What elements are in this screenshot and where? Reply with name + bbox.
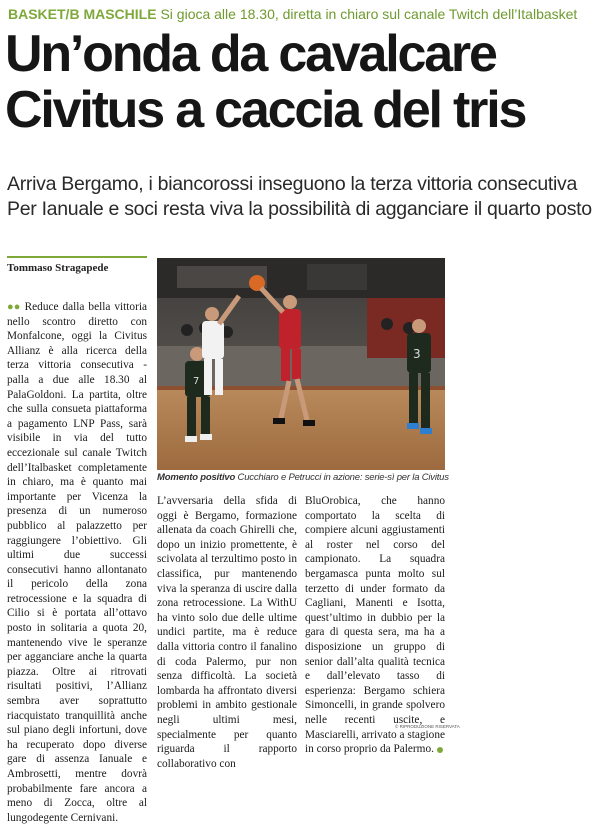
subheadline-line-2: Per Ianuale e soci resta viva la possibilità di agganciare il quarto posto xyxy=(7,198,592,220)
svg-text:7: 7 xyxy=(193,376,200,387)
copyright-notice: © RIPRODUZIONE RISERVATA xyxy=(395,724,460,729)
column-1-text: Reduce dalla bella vittoria nello scontro diretto con Monfalcone, oggi la Civitus Allianz è alla ricerca della terza vittoria consecutiva - palla a due alle 18.30 al PalaGoldoni. La partita, oltre che sulla consueta piattaforma a pagamento LNP Pass, sarà visibile in via del tutto eccezionale sul canale Twitch dell’Italbasket completamente in chiaro, ma è quanto mai importante per Vicenza la presenza di un numeroso pubblico al palazzetto per raggiungere l’obiettivo. Gli ultimi due successi consecutivi hanno allontanato il pericolo della zona retrocessione e la squadra di Cilio si è portata all’ottavo posto in solitaria a quota 20, mantenendo vive le speranze per agganciare anche la quarta piazza. Oltre ai ritrovati risultati positivi, l’Allianz sembra aver soprattutto riacquistato tranquillità anche sul piano degli infortuni, dove ha recuperato dopo diverse gare di assenza Ianuale e Ambrosetti, mentre dovrà probabilmente fare ancora a meno di Zocca, oltre al lungodegente Cernivani. xyxy=(7,301,147,824)
basketball-photo xyxy=(157,258,445,470)
svg-text:3: 3 xyxy=(413,347,421,361)
column-3-text: BluOrobica, che hanno comportato la scelta di compiere alcuni aggiustamenti al roster nel corso del campionato. La squadra bergamasca punta molto sul terzetto di under formato da Cagliani, Manenti e Isotta, quest’ultimo in dubbio per la gara di questa sera, ma ha a disposizione un gruppo di senior dall’alta qualità tecnica e dall’elevato tasso di esperienza: Bergamo schiera Simoncelli, in grande spolvero nelle recenti uscite, e Masciarelli, arrivato a stagione in corso proprio da Palermo. xyxy=(305,495,445,756)
column-2-text: L’avversaria della sfida di oggi è Bergamo, formazione allenata da coach Ghirelli che, dopo un inizio promettente, è scivolata al terzultimo posto in classifica, pur mantenendo viva la speranza di uscire dalla zona retrocessione. La WithU ha vinto solo due delle ultime undici partite, ma è reduce dalla vittoria contro il fanalino di coda Palermo, pur non senza difficoltà. La società lombarda ha affrontato diversi problemi in ambito gestionale negli ultimi mesi, specialmente per quanto riguarda il rapporto collaborativo con xyxy=(157,495,297,770)
subheadline xyxy=(7,172,607,222)
photo-caption xyxy=(157,472,457,483)
headline-line-2: Civitus a caccia del tris xyxy=(5,81,526,139)
headline-line-1: Un’onda da cavalcare xyxy=(5,25,496,83)
byline-rule xyxy=(7,256,147,258)
kicker-text: Si gioca alle 18.30, diretta in chiaro sul canale Twitch dell’Italbasket xyxy=(160,6,578,22)
headline xyxy=(5,26,605,138)
section-label: BASKET/B MASCHILE xyxy=(8,6,157,22)
article-photo xyxy=(157,258,445,470)
article-column-1 xyxy=(7,300,147,824)
subheadline-line-1: Arriva Bergamo, i biancorossi inseguono la terza vittoria consecutiva xyxy=(7,173,578,195)
kicker xyxy=(8,5,608,23)
byline: Tommaso Stragapede xyxy=(7,262,109,274)
caption-label: Momento positivo xyxy=(157,472,236,483)
end-of-article-icon xyxy=(437,747,443,753)
article-column-2 xyxy=(157,494,297,770)
caption-text: Cucchiaro e Petrucci in azione: serie-sì per la Civitus xyxy=(237,472,449,483)
lead-marker: ●● xyxy=(7,301,21,313)
